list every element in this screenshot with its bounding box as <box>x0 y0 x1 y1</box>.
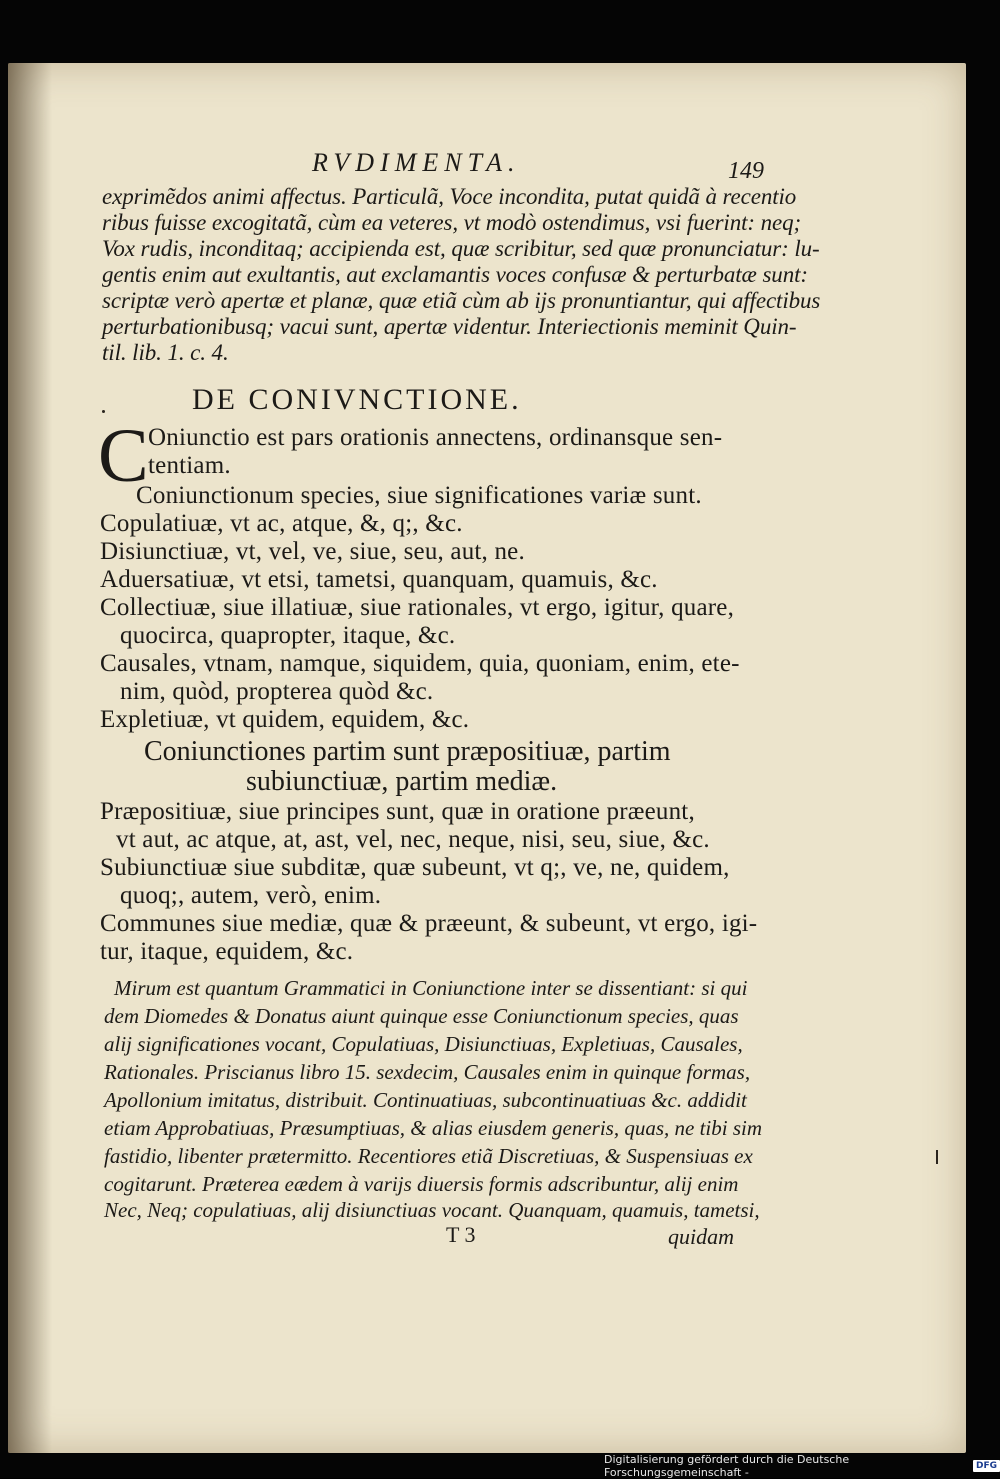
dfg-logo: DFG <box>973 1460 1000 1472</box>
species-line: Coniunctionum species, siue significationes variæ sunt. <box>136 482 702 509</box>
credit-text: Digitalisierung gefördert durch die Deutsche Forschungsgemeinschaft - <box>604 1453 850 1479</box>
species-line: Expletiuæ, vt quidem, equidem, &c. <box>100 706 470 733</box>
position-line: tur, itaque, equidem, &c. <box>100 938 354 965</box>
definition-line: tentiam. <box>148 452 231 479</box>
digitization-credit <box>604 1453 1000 1479</box>
position-line: vt aut, ac atque, at, ast, vel, nec, neque, nisi, seu, siue, &c. <box>116 826 710 853</box>
species-line: quocirca, quapropter, itaque, &c. <box>120 622 456 649</box>
species-line: Copulatiuæ, vt ac, atque, &, q;, &c. <box>100 510 463 537</box>
page-number: 149 <box>728 158 764 184</box>
ink-speck <box>102 410 105 413</box>
note-line: dem Diomedes & Donatus aiunt quinque esse Coniunctionum species, quas <box>104 1004 739 1028</box>
top-paragraph-line: Vox rudis, inconditaq; accipienda est, quæ scribitur, sed quæ pronunciatur: lu- <box>102 236 820 261</box>
section-heading: DE CONIVNCTIONE. <box>192 383 522 416</box>
position-line: quoq;, autem, verò, enim. <box>120 882 382 909</box>
note-line: Apollonium imitatus, distribuit. Continuatiuas, subcontinuatiuas &c. addidit <box>104 1088 747 1112</box>
note-line: etiam Approbatiuas, Præsumptiuas, & alias eiusdem generis, quas, ne tibi sim <box>104 1116 763 1140</box>
subheading-line: subiunctiuæ, partim mediæ. <box>246 766 558 797</box>
position-line: Præpositiuæ, siue principes sunt, quæ in oratione præeunt, <box>100 798 695 825</box>
top-paragraph-line: ribus fuisse excogitatã, cùm ea veteres, vt modò ostendimus, vsi fuerint: neq; <box>102 210 802 235</box>
signature-mark: T 3 <box>446 1222 476 1247</box>
note-line: Nec, Neq; copulatiuas, alij disiunctiuas vocant. Quanquam, quamuis, tametsi, <box>104 1198 760 1222</box>
ink-speck <box>936 1150 938 1164</box>
top-paragraph-line: exprimẽdos animi affectus. Particulã, Voce incondita, putat quidã à recentio <box>102 184 797 209</box>
top-paragraph-line: gentis enim aut exultantis, aut exclamantis voces confusæ & perturbatæ sunt: <box>102 262 808 287</box>
note-line: Mirum est quantum Grammatici in Coniunctione inter se dissentiant: si qui <box>114 976 748 1000</box>
drop-cap: C <box>98 414 149 498</box>
running-head: RVDIMENTA. <box>312 148 521 177</box>
note-line: fastidio, libenter prætermitto. Recentiores etiã Discretiuas, & Suspensiuas ex <box>104 1144 753 1168</box>
species-line: nim, quòd, propterea quòd &c. <box>120 678 434 705</box>
species-line: Collectiuæ, siue illatiuæ, siue rationales, vt ergo, igitur, quare, <box>100 594 735 621</box>
species-line: Disiunctiuæ, vt, vel, ve, siue, seu, aut, ne. <box>100 538 525 565</box>
top-paragraph-line: scriptæ verò apertæ et planæ, quæ etiã cùm ab ijs pronuntiantur, qui affectibus <box>102 288 821 313</box>
top-paragraph-line: til. lib. 1. c. 4. <box>102 340 229 365</box>
note-line: Rationales. Priscianus libro 15. sexdecim, Causales enim in quinque formas, <box>104 1060 751 1084</box>
top-paragraph-line: perturbationibusq; vacui sunt, apertæ videntur. Interiectionis meminit Quin- <box>102 314 797 339</box>
position-line: Communes siue mediæ, quæ & præeunt, & subeunt, vt ergo, igi- <box>100 910 758 937</box>
species-line: Aduersatiuæ, vt etsi, tametsi, quanquam, quamuis, &c. <box>100 566 658 593</box>
position-line: Subiunctiuæ siue subditæ, quæ subeunt, vt q;, ve, ne, quidem, <box>100 854 730 881</box>
note-line: cogitarunt. Præterea eædem à varijs diuersis formis adscribuntur, alij enim <box>104 1172 739 1196</box>
definition-line: Oniunctio est pars orationis annectens, ordinansque sen- <box>148 424 723 451</box>
subheading-line: Coniunctiones partim sunt præpositiuæ, partim <box>144 736 671 767</box>
page-gutter-shadow <box>8 63 52 1453</box>
species-line: Causales, vtnam, namque, siquidem, quia, quoniam, enim, ete- <box>100 650 740 677</box>
catchword: quidam <box>668 1224 734 1249</box>
note-line: alij significationes vocant, Copulatiuas, Disiunctiuas, Expletiuas, Causales, <box>104 1032 743 1056</box>
